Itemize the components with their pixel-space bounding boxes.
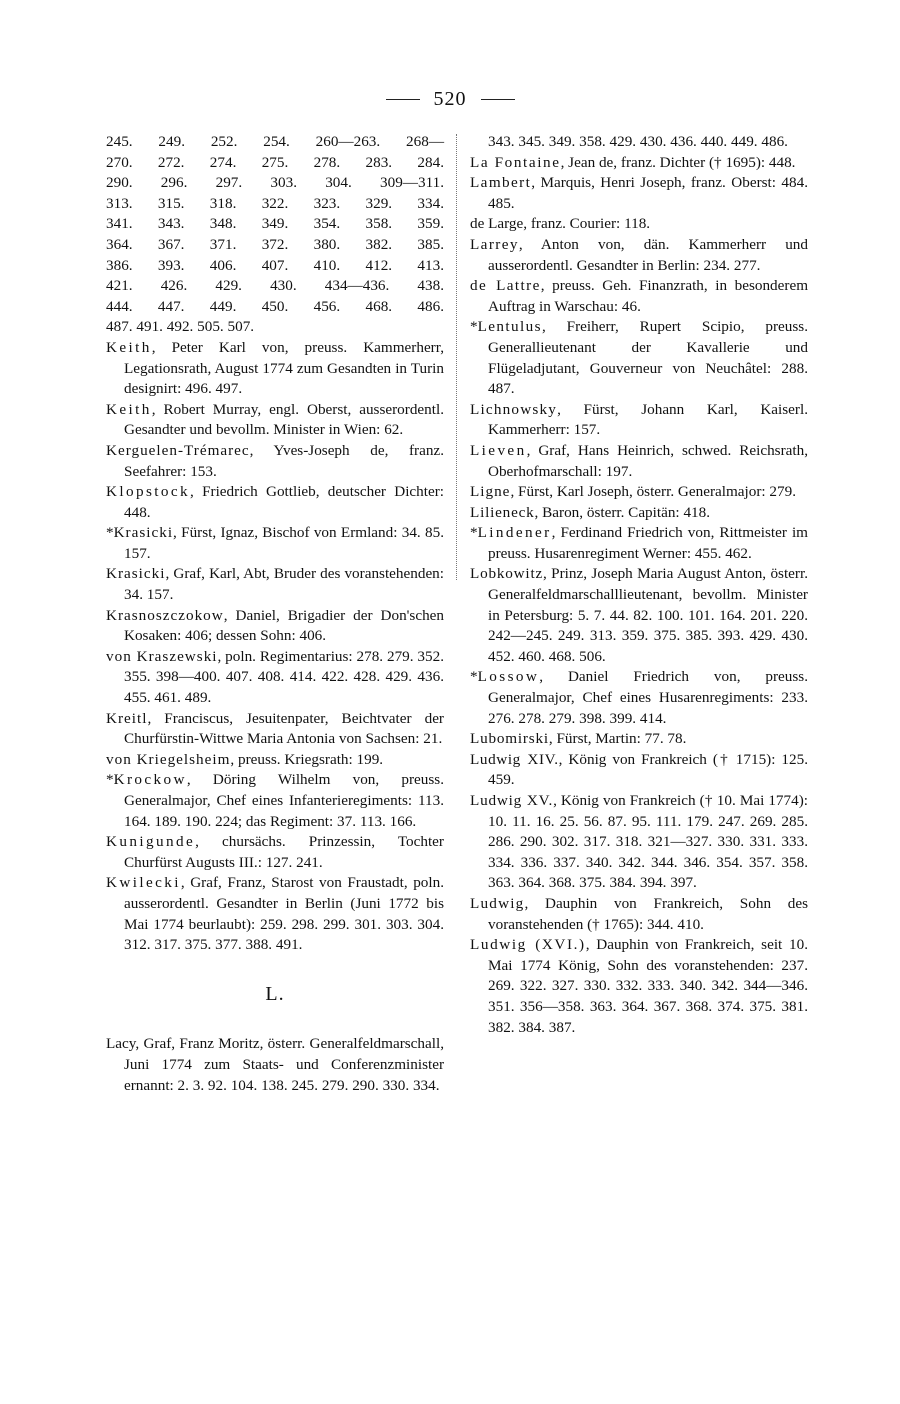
entry-text: , Daniel, Brigadier der Don'schen Kosaken: 406; dessen Sohn: 406. — [124, 606, 444, 645]
entry-text: , Fürst, Ignaz, Bischof von Ermland: 34. 85. 157. — [124, 524, 444, 562]
index-entry — [106, 482, 444, 523]
index-entry — [470, 153, 808, 174]
entry-name: Kerguelen-Trémarec — [106, 441, 250, 459]
number-line: 421. 426. 429. 430. 434—436. 438. — [106, 277, 444, 295]
page-number: 520 — [433, 88, 467, 110]
index-entry — [470, 750, 808, 791]
entry-text: , Prinz, Joseph Maria August Anton, österr. Generalfeldmarschalllieutenant, bevollm. Minister in Petersburg: 5. 7. 44. 82. 100. 101. 164. 201. 220. 242—245. 249. 313. 359. 375. 385. 393. 429. 430. 452. 460. 468. 506. — [488, 565, 808, 665]
asterisk-mark: * — [470, 318, 478, 336]
entry-text: , Fürst, Karl Joseph, österr. Generalmajor: 279. — [510, 483, 796, 501]
index-entry — [470, 564, 808, 667]
index-entry — [106, 523, 444, 564]
entry-name: Ludwig XIV. — [470, 750, 559, 768]
continuation-numbers — [106, 132, 444, 338]
entry-text: , chursächs. Prinzessin, Tochter Churfürst Augusts III.: 127. 241. — [124, 833, 444, 871]
entry-text: , franz. Courier: 118. — [523, 215, 651, 233]
entry-name: Ludwig — [470, 894, 525, 912]
index-entry — [106, 606, 444, 647]
index-entry — [470, 894, 808, 935]
entry-name: Ludwig XV. — [470, 792, 554, 809]
entry-text: , preuss. Geh. Finanzrath, in besonderem Auftrag in Warschau: 46. — [488, 277, 809, 315]
entry-text: , preuss. Kriegsrath: 199. — [230, 750, 384, 768]
entry-text: , Graf, Franz Moritz, österr. Generalfeldmarschall, Juni 1774 zum Staats- und Conferenzminister ernannt: 2. 3. 92. 104. 138. 245. 279. 290. 330. 334. — [124, 1035, 444, 1094]
entry-text: , König von Frankreich († 1715): 125. 459. — [488, 750, 808, 789]
entry-name: Kwilecki — [106, 874, 181, 892]
entry-text: , Graf, Hans Heinrich, schwed. Reichsrath, Oberhofmarschall: 197. — [488, 441, 808, 480]
entry-name: Keith — [106, 338, 152, 356]
index-entry — [470, 482, 808, 503]
asterisk-mark: * — [470, 668, 478, 686]
entry-text: , Baron, österr. Capitän: 418. — [534, 503, 711, 521]
entry-text: , Dauphin von Frankreich, seit 10. Mai 1774 König, Sohn des voranstehenden: 237. 269. 322. 327. 330. 332. 333. 340. 342. 344—346. 351. 356—358. 363. 364. 367. 368. 374. 375. 381. 382. 384. 387. — [488, 936, 808, 1036]
entry-name: Krasnoszczokow — [106, 606, 224, 624]
entry-name: Lieven — [470, 441, 527, 459]
entry-name: Krockow — [113, 771, 187, 789]
entry-name: Krasicki — [113, 524, 174, 542]
index-entry — [106, 832, 444, 873]
index-entry — [106, 750, 444, 771]
index-entry — [106, 400, 444, 441]
entry-name: Ligne — [470, 483, 511, 501]
header-rule-right — [481, 99, 515, 100]
entry-text: , Yves-Joseph de, franz. Seefahrer: 153. — [124, 441, 444, 480]
entry-text: , Graf, Franz, Starost von Fraustadt, poln. ausserordentl. Gesandter in Berlin (Juni 1772 bis Mai 1774 beurlaubt): 259. 298. 299. 301. 303. 304. 312. 317. 375. 377. 388. 491. — [124, 874, 444, 954]
entry-text: , Ferdinand Friedrich von, Rittmeister im preuss. Husarenregiment Werner: 455. 462. — [488, 524, 808, 562]
continuation-numbers: 343. 345. 349. 358. 429. 430. 436. 440. 449. 486. — [488, 133, 788, 150]
entry-name: Lentulus — [477, 318, 542, 336]
asterisk-mark: * — [106, 524, 114, 542]
left-column — [106, 132, 444, 1096]
entry-text: , König von Frankreich († 10. Mai 1774): 10. 11. 16. 25. 56. 87. 95. 111. 179. 247. 269. 285. 286. 290. 302. 317. 318. 321—327. 330. 331. 333. 334. 336. 337. 340. 342. 344. 346. 354. 357. 358. 363. 364. 368. 375. 384. 394. 397. — [488, 792, 808, 892]
index-entry — [470, 503, 808, 524]
number-line: 290. 296. 297. 303. 304. 309—311. — [106, 174, 444, 192]
entry-name: Lacy — [106, 1035, 136, 1053]
number-line: 444. 447. 449. 450. 456. 468. 486. — [106, 297, 444, 315]
entry-name: Lindener — [477, 524, 552, 542]
right-column — [470, 132, 808, 1038]
entry-name: Lambert — [470, 174, 532, 192]
entry-name: Kunigunde — [106, 833, 196, 851]
index-entry — [470, 400, 808, 441]
index-entry — [106, 441, 444, 482]
entry-name: Lubomirski — [470, 730, 549, 748]
index-entry — [470, 523, 808, 564]
entry-text: , Marquis, Henri Joseph, franz. Oberst: 484. 485. — [488, 174, 808, 212]
index-entry — [470, 214, 808, 235]
number-line: 313. 315. 318. 322. 323. 329. 334. — [106, 194, 444, 212]
entry-text: , Fürst, Johann Karl, Kaiserl. Kammerherr: 157. — [488, 400, 808, 439]
index-entry — [106, 338, 444, 400]
entry-text: , Peter Karl von, preuss. Kammerherr, Legationsrath, August 1774 zum Gesandten in Turin designirt: 496. 497. — [124, 338, 444, 398]
entry-name: Krasicki — [106, 565, 166, 583]
entry-name: Klopstock — [106, 483, 191, 501]
index-entry — [470, 729, 808, 750]
index-entry — [470, 235, 808, 276]
entry-name: Keith — [106, 400, 152, 418]
section-heading: L. — [265, 982, 285, 1005]
number-line: 270. 272. 274. 275. 278. 283. 284. — [106, 153, 444, 171]
number-line: 487. 491. 492. 505. 507. — [106, 318, 255, 336]
entry-name: Lobkowitz — [470, 565, 544, 583]
index-entry — [106, 647, 444, 709]
index-entry — [106, 770, 444, 832]
entry-text: , Freiherr, Rupert Scipio, preuss. Generallieutenant der Kavallerie und Flügeladjutant, Gouverneur von Neuchâtel: 288. 487. — [488, 318, 808, 398]
index-entry — [470, 317, 808, 399]
entry-name: de Lattre — [470, 277, 541, 295]
index-entry — [470, 441, 808, 482]
number-line: 386. 393. 406. 407. 410. 412. 413. — [106, 256, 444, 274]
entry-text: , Anton von, dän. Kammerherr und ausserordentl. Gesandter in Berlin: 234. 277. — [488, 235, 808, 274]
index-entry — [470, 276, 808, 317]
index-entry — [106, 709, 444, 750]
entry-text: , Daniel Friedrich von, preuss. Generalmajor, Chef eines Husarenregiments: 233. 276. 278. 279. 398. 399. 414. — [488, 668, 808, 727]
index-entry — [106, 1034, 444, 1096]
index-entry — [106, 564, 444, 605]
number-line: 364. 367. 371. 372. 380. 382. 385. — [106, 235, 444, 253]
entry-text: , Graf, Karl, Abt, Bruder des voranstehenden: 34. 157. — [124, 565, 444, 604]
header-rule-left — [386, 99, 420, 100]
entry-name: Lossow — [477, 668, 540, 686]
entry-name: Kreitl — [106, 709, 148, 727]
index-entry — [470, 173, 808, 214]
index-entry — [470, 791, 808, 894]
entry-name: La Fontaine — [470, 153, 561, 171]
entry-text: , Franciscus, Jesuitenpater, Beichtvater der Churfürstin-Wittwe Maria Antonia von Sachsen: 21. — [124, 709, 444, 748]
entry-text: , Fürst, Martin: 77. 78. — [548, 730, 687, 748]
entry-name: Lilieneck — [470, 503, 535, 521]
entry-name: von Kraszewski — [106, 647, 218, 665]
entry-text: , poln. Regimentarius: 278. 279. 352. 355. 398—400. 407. 408. 414. 422. 428. 429. 436. 455. 461. 489. — [124, 647, 445, 707]
index-entry — [470, 667, 808, 729]
entry-name: Ludwig (XVI.) — [470, 936, 586, 954]
entry-text: , Robert Murray, engl. Oberst, ausserordentl. Gesandter und bevollm. Minister in Wien: 62. — [124, 400, 444, 439]
entry-name: Larrey — [470, 235, 519, 253]
entry-name: von Kriegelsheim — [106, 750, 231, 768]
entry-text: , Jean de, franz. Dichter († 1695): 448. — [560, 153, 796, 171]
index-entry — [470, 935, 808, 1038]
number-line: 341. 343. 348. 349. 354. 358. 359. — [106, 215, 444, 233]
entry-text: , Döring Wilhelm von, preuss. Generalmajor, Chef eines Infanterieregiments: 113. 164. 189. 190. 224; das Regiment: 37. 113. 166. — [124, 771, 444, 830]
index-entry — [106, 873, 444, 955]
asterisk-mark: * — [470, 524, 478, 542]
entry-text: , Dauphin von Frankreich, Sohn des voranstehenden († 1765): 344. 410. — [488, 894, 808, 933]
column-divider — [456, 134, 457, 580]
page-header — [0, 88, 900, 111]
number-line: 245. 249. 252. 254. 260—263. 268— — [106, 133, 444, 150]
entry-text: , Friedrich Gottlieb, deutscher Dichter: 448. — [124, 483, 444, 521]
asterisk-mark: * — [106, 771, 114, 789]
entry-name: Lichnowsky — [470, 400, 558, 418]
entry-name: de Large — [470, 215, 524, 233]
